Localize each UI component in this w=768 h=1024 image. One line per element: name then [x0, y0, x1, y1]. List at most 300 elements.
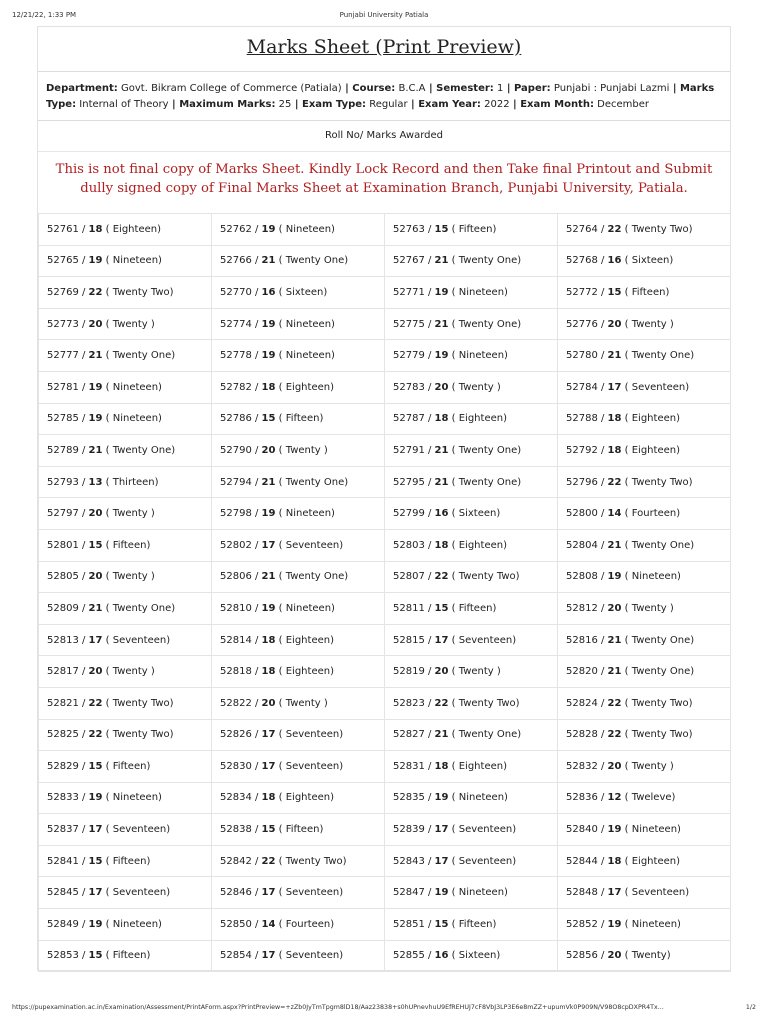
roll-number: 52809: [47, 602, 79, 614]
roll-number: 52780: [566, 350, 598, 362]
marks-cell: 52772 / 15 ( Fifteen): [558, 277, 731, 309]
marks-in-words: ( Fifteen): [624, 286, 670, 298]
marks-in-words: ( Seventeen): [278, 539, 344, 551]
roll-number: 52775: [393, 318, 425, 330]
marks-cell: 52824 / 22 ( Twenty Two): [558, 687, 731, 719]
roll-number: 52840: [566, 824, 598, 836]
marks-cell: 52790 / 20 ( Twenty ): [212, 435, 385, 467]
marks-cell: 52799 / 16 ( Sixteen): [385, 498, 558, 530]
roll-number: 52797: [47, 508, 79, 520]
marks-in-words: ( Fifteen): [105, 855, 151, 867]
marks-cell: 52828 / 22 ( Twenty Two): [558, 719, 731, 751]
marks-value: 17: [434, 855, 449, 867]
marks-in-words: ( Nineteen): [451, 792, 508, 804]
marks-cell: 52767 / 21 ( Twenty One): [385, 245, 558, 277]
marks-cell: 52826 / 17 ( Seventeen): [212, 719, 385, 751]
meta-label: Semester:: [436, 83, 494, 94]
roll-number: 52810: [220, 602, 252, 614]
marks-value: 15: [261, 413, 276, 425]
roll-number: 52781: [47, 381, 79, 393]
marks-in-words: ( Twenty One): [105, 350, 176, 362]
marks-cell: 52764 / 22 ( Twenty Two): [558, 214, 731, 246]
marks-cell: 52798 / 19 ( Nineteen): [212, 498, 385, 530]
marks-in-words: ( Nineteen): [451, 887, 508, 899]
table-row: [39, 498, 731, 530]
marks-in-words: ( Seventeen): [278, 950, 344, 962]
marks-sheet: [37, 26, 731, 971]
marks-in-words: ( Twenty One): [451, 444, 522, 456]
marks-value: 22: [607, 729, 622, 741]
marks-in-words: ( Twenty One): [451, 318, 522, 330]
roll-number: 52826: [220, 729, 252, 741]
roll-number: 52842: [220, 855, 252, 867]
page-url: https://pupexamination.ac.in/Examination/Assessment/PrintAForm.aspx?PrintPreview=+zZb0JyTmTpgm8lD18/Aaz23838+s0hUPnevhuU9EfREHUJ7cF8VbJ3LP3E6e8mZZ+upumVk0P909N/V98O8cpDXPR4Tx...: [12, 1004, 664, 1011]
marks-in-words: ( Twenty ): [278, 444, 328, 456]
table-row: [39, 403, 731, 435]
marks-cell: 52792 / 18 ( Eighteen): [558, 435, 731, 467]
marks-cell: 52780 / 21 ( Twenty One): [558, 340, 731, 372]
roll-number: 52799: [393, 508, 425, 520]
meta-item: [436, 83, 503, 94]
marks-cell: 52811 / 15 ( Fifteen): [385, 593, 558, 625]
marks-cell: 52785 / 19 ( Nineteen): [39, 403, 212, 435]
roll-number: 52854: [220, 950, 252, 962]
marks-cell: 52827 / 21 ( Twenty One): [385, 719, 558, 751]
meta-separator: |: [407, 98, 419, 110]
marks-cell: 52783 / 20 ( Twenty ): [385, 371, 558, 403]
marks-cell: 52851 / 15 ( Fifteen): [385, 909, 558, 941]
table-row: [39, 877, 731, 909]
roll-number: 52834: [220, 792, 252, 804]
marks-in-words: ( Twenty One): [278, 476, 349, 488]
marks-value: 21: [261, 255, 276, 267]
marks-in-words: ( Twenty One): [105, 444, 176, 456]
marks-cell: 52847 / 19 ( Nineteen): [385, 877, 558, 909]
marks-in-words: ( Twenty Two): [624, 729, 693, 741]
marks-cell: 52837 / 17 ( Seventeen): [39, 814, 212, 846]
marks-in-words: ( Twenty Two): [105, 286, 174, 298]
marks-cell: 52816 / 21 ( Twenty One): [558, 624, 731, 656]
table-row: [39, 214, 731, 246]
marks-value: 20: [88, 508, 103, 520]
marks-cell: 52782 / 18 ( Eighteen): [212, 371, 385, 403]
table-row: [39, 909, 731, 941]
marks-cell: 52786 / 15 ( Fifteen): [212, 403, 385, 435]
roll-number: 52762: [220, 223, 252, 235]
marks-cell: 52808 / 19 ( Nineteen): [558, 561, 731, 593]
marks-value: 18: [607, 413, 622, 425]
marks-in-words: ( Twenty ): [105, 508, 155, 520]
table-row: [39, 371, 731, 403]
marks-cell: 52821 / 22 ( Twenty Two): [39, 687, 212, 719]
marks-value: 18: [607, 855, 622, 867]
marks-cell: 52768 / 16 ( Sixteen): [558, 245, 731, 277]
meta-separator: |: [669, 83, 680, 94]
marks-cell: 52793 / 13 ( Thirteen): [39, 466, 212, 498]
roll-marks-header: Roll No/ Marks Awarded: [38, 121, 730, 152]
meta-separator: |: [168, 98, 180, 110]
table-row: [39, 529, 731, 561]
marks-cell: 52823 / 22 ( Twenty Two): [385, 687, 558, 719]
roll-number: 52778: [220, 350, 252, 362]
meta-separator: |: [425, 83, 437, 94]
meta-separator: |: [291, 98, 302, 110]
marks-cell: 52788 / 18 ( Eighteen): [558, 403, 731, 435]
marks-value: 15: [88, 760, 103, 772]
roll-number: 52836: [566, 792, 598, 804]
meta-separator: |: [503, 83, 514, 94]
marks-value: 21: [607, 634, 622, 646]
table-row: [39, 656, 731, 688]
marks-in-words: ( Twenty ): [105, 571, 155, 583]
marks-in-words: ( Seventeen): [624, 381, 690, 393]
roll-number: 52838: [220, 824, 252, 836]
marks-cell: 52849 / 19 ( Nineteen): [39, 909, 212, 941]
marks-value: 17: [607, 381, 622, 393]
marks-cell: 52775 / 21 ( Twenty One): [385, 308, 558, 340]
marks-in-words: ( Fifteen): [451, 918, 497, 930]
roll-number: 52845: [47, 887, 79, 899]
marks-cell: 52841 / 15 ( Fifteen): [39, 845, 212, 877]
marks-cell: 52834 / 18 ( Eighteen): [212, 782, 385, 814]
roll-number: 52821: [47, 697, 79, 709]
marks-in-words: ( Fifteen): [105, 539, 151, 551]
meta-item: [179, 99, 291, 110]
meta-separator: |: [509, 98, 521, 110]
roll-number: 52764: [566, 223, 598, 235]
roll-number: 52820: [566, 666, 598, 678]
roll-number: 52777: [47, 350, 79, 362]
marks-cell: 52787 / 18 ( Eighteen): [385, 403, 558, 435]
marks-value: 21: [434, 255, 449, 267]
marks-value: 19: [88, 918, 103, 930]
marks-cell: 52843 / 17 ( Seventeen): [385, 845, 558, 877]
marks-cell: 52819 / 20 ( Twenty ): [385, 656, 558, 688]
marks-cell: 52848 / 17 ( Seventeen): [558, 877, 731, 909]
marks-value: 20: [607, 318, 622, 330]
meta-value: December: [597, 98, 650, 110]
roll-number: 52785: [47, 413, 79, 425]
marks-value: 15: [88, 950, 103, 962]
roll-number: 52792: [566, 444, 598, 456]
marks-in-words: ( Twenty Two): [624, 476, 693, 488]
marks-in-words: ( Twenty One): [278, 255, 349, 267]
marks-value: 21: [88, 350, 103, 362]
marks-in-words: ( Twenty One): [624, 350, 695, 362]
marks-in-words: ( Twenty ): [624, 602, 674, 614]
roll-number: 52766: [220, 255, 252, 267]
marks-value: 20: [607, 602, 622, 614]
marks-in-words: ( Twenty ): [624, 318, 674, 330]
marks-cell: 52795 / 21 ( Twenty One): [385, 466, 558, 498]
marks-in-words: ( Fifteen): [451, 223, 497, 235]
marks-cell: 52810 / 19 ( Nineteen): [212, 593, 385, 625]
marks-value: 21: [261, 476, 276, 488]
roll-number: 52772: [566, 286, 598, 298]
marks-in-words: ( Twenty Two): [105, 697, 174, 709]
page-number: 1/2: [745, 1004, 756, 1011]
roll-number: 52793: [47, 476, 79, 488]
roll-number: 52829: [47, 760, 79, 772]
roll-number: 52843: [393, 855, 425, 867]
marks-value: 17: [434, 824, 449, 836]
marks-value: 18: [261, 666, 276, 678]
marks-in-words: ( Eighteen): [451, 413, 507, 425]
marks-in-words: ( Nineteen): [451, 286, 508, 298]
marks-cell: 52762 / 19 ( Nineteen): [212, 214, 385, 246]
roll-number: 52831: [393, 760, 425, 772]
table-row: [39, 940, 731, 972]
marks-value: 17: [261, 887, 276, 899]
sheet-title-row: [38, 27, 730, 71]
marks-value: 20: [434, 666, 449, 678]
roll-number: 52830: [220, 760, 252, 772]
table-row: [39, 687, 731, 719]
roll-number: 52818: [220, 666, 252, 678]
marks-value: 20: [261, 444, 276, 456]
table-row: [39, 593, 731, 625]
marks-value: 22: [88, 286, 103, 298]
marks-cell: 52820 / 21 ( Twenty One): [558, 656, 731, 688]
marks-value: 21: [261, 571, 276, 583]
print-date: 12/21/22, 1:33 PM: [12, 11, 77, 19]
marks-value: 19: [88, 413, 103, 425]
roll-number: 52823: [393, 697, 425, 709]
marks-in-words: ( Fourteen): [278, 918, 335, 930]
roll-number: 52846: [220, 887, 252, 899]
table-row: [39, 245, 731, 277]
marks-cell: 52789 / 21 ( Twenty One): [39, 435, 212, 467]
roll-number: 52848: [566, 887, 598, 899]
marks-cell: 52840 / 19 ( Nineteen): [558, 814, 731, 846]
marks-cell: 52794 / 21 ( Twenty One): [212, 466, 385, 498]
table-row: [39, 466, 731, 498]
meta-value: Govt. Bikram College of Commerce (Patiala): [121, 83, 342, 94]
meta-label: Department:: [46, 83, 118, 94]
roll-number: 52763: [393, 223, 425, 235]
roll-number: 52816: [566, 634, 598, 646]
marks-value: 21: [607, 539, 622, 551]
roll-number: 52850: [220, 918, 252, 930]
marks-in-words: ( Twenty): [624, 950, 671, 962]
roll-number: 52773: [47, 318, 79, 330]
roll-number: 52811: [393, 602, 425, 614]
meta-label: Course:: [352, 83, 396, 94]
marks-in-words: ( Twenty Two): [105, 729, 174, 741]
marks-in-words: ( Eighteen): [278, 634, 334, 646]
marks-in-words: ( Fifteen): [105, 760, 151, 772]
roll-number: 52852: [566, 918, 598, 930]
marks-value: 19: [261, 508, 276, 520]
roll-number: 52851: [393, 918, 425, 930]
marks-cell: 52802 / 17 ( Seventeen): [212, 529, 385, 561]
marks-in-words: ( Eighteen): [278, 666, 334, 678]
roll-number: 52791: [393, 444, 425, 456]
marks-in-words: ( Seventeen): [105, 634, 171, 646]
roll-number: 52832: [566, 760, 598, 772]
roll-number: 52835: [393, 792, 425, 804]
marks-value: 18: [434, 413, 449, 425]
roll-number: 52802: [220, 539, 252, 551]
marks-in-words: ( Nineteen): [105, 413, 162, 425]
marks-in-words: ( Nineteen): [624, 918, 681, 930]
marks-in-words: ( Twenty One): [278, 571, 349, 583]
marks-cell: 52830 / 17 ( Seventeen): [212, 751, 385, 783]
marks-value: 19: [434, 887, 449, 899]
roll-number: 52795: [393, 476, 425, 488]
marks-value: 21: [607, 350, 622, 362]
marks-value: 17: [261, 760, 276, 772]
marks-cell: 52814 / 18 ( Eighteen): [212, 624, 385, 656]
marks-value: 20: [88, 666, 103, 678]
marks-cell: 52833 / 19 ( Nineteen): [39, 782, 212, 814]
marks-in-words: ( Twenty One): [624, 539, 695, 551]
marks-cell: 52853 / 15 ( Fifteen): [39, 940, 212, 972]
marks-cell: 52825 / 22 ( Twenty Two): [39, 719, 212, 751]
marks-cell: 52804 / 21 ( Twenty One): [558, 529, 731, 561]
marks-in-words: ( Nineteen): [105, 792, 162, 804]
meta-label: Exam Year:: [418, 98, 481, 110]
marks-value: 22: [434, 697, 449, 709]
meta-label: Exam Month:: [520, 98, 594, 110]
marks-in-words: ( Fifteen): [451, 602, 497, 614]
roll-number: 52769: [47, 286, 79, 298]
marks-table: [38, 213, 731, 972]
marks-value: 12: [607, 792, 622, 804]
marks-in-words: ( Seventeen): [451, 855, 517, 867]
roll-number: 52808: [566, 571, 598, 583]
marks-in-words: ( Twenty One): [451, 255, 522, 267]
roll-number: 52767: [393, 255, 425, 267]
marks-in-words: ( Sixteen): [278, 286, 328, 298]
marks-in-words: ( Nineteen): [624, 571, 681, 583]
roll-number: 52827: [393, 729, 425, 741]
marks-value: 22: [261, 855, 276, 867]
table-row: [39, 719, 731, 751]
marks-value: 22: [88, 729, 103, 741]
marks-value: 20: [434, 381, 449, 393]
marks-in-words: ( Twenty Two): [451, 697, 520, 709]
meta-value: Internal of Theory: [79, 98, 169, 110]
marks-cell: 52818 / 18 ( Eighteen): [212, 656, 385, 688]
roll-number: 52813: [47, 634, 79, 646]
marks-in-words: ( Eighteen): [624, 413, 680, 425]
marks-cell: 52765 / 19 ( Nineteen): [39, 245, 212, 277]
roll-number: 52828: [566, 729, 598, 741]
roll-number: 52812: [566, 602, 598, 614]
roll-number: 52815: [393, 634, 425, 646]
marks-value: 21: [434, 729, 449, 741]
marks-value: 16: [434, 508, 449, 520]
marks-in-words: ( Seventeen): [278, 887, 344, 899]
meta-item: [418, 99, 509, 110]
marks-value: 17: [88, 634, 103, 646]
marks-cell: 52796 / 22 ( Twenty Two): [558, 466, 731, 498]
marks-cell: 52817 / 20 ( Twenty ): [39, 656, 212, 688]
roll-number: 52779: [393, 350, 425, 362]
marks-cell: 52763 / 15 ( Fifteen): [385, 214, 558, 246]
roll-number: 52833: [47, 792, 79, 804]
marks-value: 17: [261, 950, 276, 962]
marks-value: 15: [88, 855, 103, 867]
marks-value: 17: [88, 824, 103, 836]
marks-value: 15: [261, 824, 276, 836]
marks-cell: 52846 / 17 ( Seventeen): [212, 877, 385, 909]
marks-cell: 52776 / 20 ( Twenty ): [558, 308, 731, 340]
marks-in-words: ( Nineteen): [624, 824, 681, 836]
marks-cell: 52806 / 21 ( Twenty One): [212, 561, 385, 593]
marks-cell: 52771 / 19 ( Nineteen): [385, 277, 558, 309]
roll-number: 52806: [220, 571, 252, 583]
marks-in-words: ( Twenty ): [105, 666, 155, 678]
roll-number: 52794: [220, 476, 252, 488]
marks-in-words: ( Fifteen): [278, 413, 324, 425]
marks-cell: 52812 / 20 ( Twenty ): [558, 593, 731, 625]
marks-cell: 52803 / 18 ( Eighteen): [385, 529, 558, 561]
marks-cell: 52766 / 21 ( Twenty One): [212, 245, 385, 277]
marks-value: 15: [434, 918, 449, 930]
marks-cell: 52835 / 19 ( Nineteen): [385, 782, 558, 814]
marks-in-words: ( Seventeen): [278, 760, 344, 772]
table-row: [39, 277, 731, 309]
meta-value: 2022: [484, 98, 510, 110]
marks-cell: 52761 / 18 ( Eighteen): [39, 214, 212, 246]
marks-value: 18: [434, 539, 449, 551]
marks-in-words: ( Twenty One): [451, 476, 522, 488]
meta-item: [302, 99, 408, 110]
roll-number: 52855: [393, 950, 425, 962]
marks-in-words: ( Seventeen): [624, 887, 690, 899]
marks-value: 19: [434, 792, 449, 804]
marks-in-words: ( Nineteen): [278, 350, 335, 362]
meta-label: Exam Type:: [302, 98, 367, 110]
roll-number: 52805: [47, 571, 79, 583]
marks-value: 22: [607, 223, 622, 235]
roll-number: 52768: [566, 255, 598, 267]
marks-value: 17: [261, 729, 276, 741]
marks-in-words: ( Twenty One): [624, 634, 695, 646]
meta-value: B.C.A: [398, 83, 426, 94]
marks-cell: 52809 / 21 ( Twenty One): [39, 593, 212, 625]
marks-value: 21: [434, 476, 449, 488]
marks-value: 16: [261, 286, 276, 298]
roll-number: 52856: [566, 950, 598, 962]
marks-value: 20: [88, 318, 103, 330]
roll-number: 52800: [566, 508, 598, 520]
marks-in-words: ( Twenty ): [105, 318, 155, 330]
marks-value: 19: [88, 792, 103, 804]
marks-value: 18: [261, 634, 276, 646]
roll-number: 52761: [47, 223, 79, 235]
marks-value: 21: [88, 602, 103, 614]
marks-cell: 52845 / 17 ( Seventeen): [39, 877, 212, 909]
marks-value: 14: [261, 918, 276, 930]
marks-in-words: ( Nineteen): [105, 381, 162, 393]
marks-cell: 52805 / 20 ( Twenty ): [39, 561, 212, 593]
meta-value: Punjabi : Punjabi Lazmi: [553, 83, 670, 94]
marks-value: 17: [88, 887, 103, 899]
roll-number: 52789: [47, 444, 79, 456]
marks-in-words: ( Twenty One): [624, 666, 695, 678]
provisional-notice: This is not final copy of Marks Sheet. Kindly Lock Record and then Take final Printout and Submit dully signed copy of Final Marks Sheet at Examination Branch, Punjabi University, Patiala.: [55, 162, 713, 196]
roll-number: 52804: [566, 539, 598, 551]
roll-number: 52825: [47, 729, 79, 741]
table-row: [39, 340, 731, 372]
marks-value: 19: [88, 381, 103, 393]
marks-cell: 52856 / 20 ( Twenty): [558, 940, 731, 972]
print-page-title: Punjabi University Patiala: [339, 11, 429, 19]
meta-value: 1: [496, 83, 504, 94]
